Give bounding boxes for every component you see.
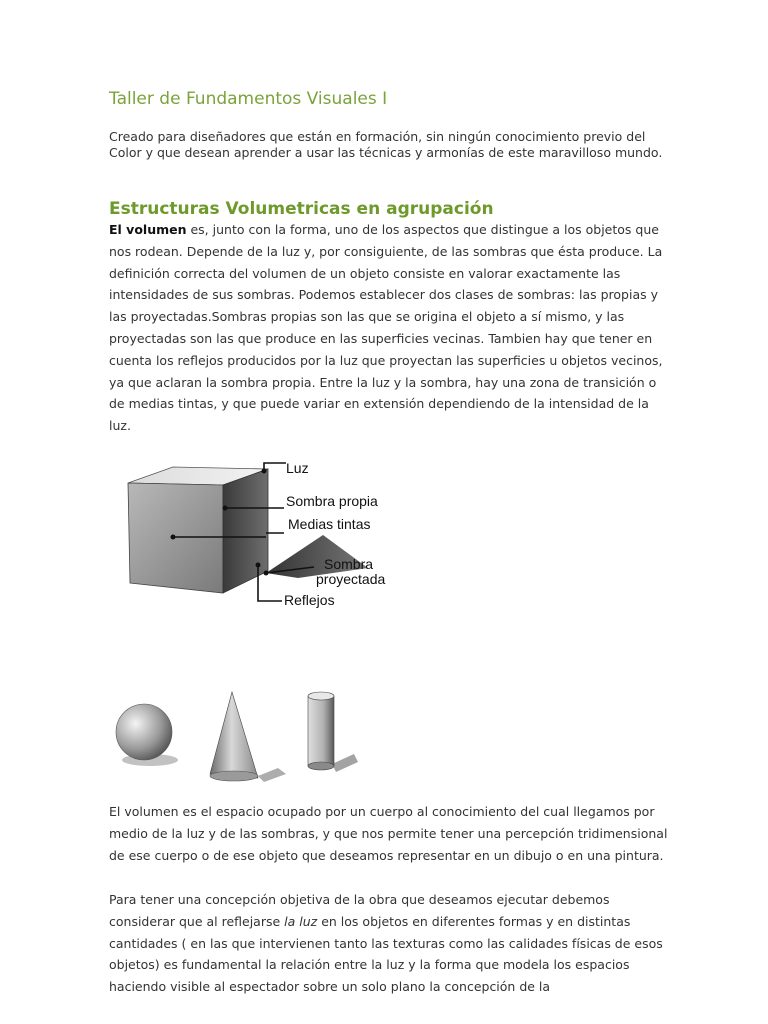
concept-text-b: en los objetos en diferentes formas y en distintas cantidades ( en las que intervienen tanto las texturas como las calidades físicas de esos objetos) es fundamental la relación entre la luz y la forma que modela los espacios haciendo visible al espectador sobre un solo plano la concepción de la	[109, 913, 663, 995]
intro-paragraph: Creado para diseñadores que están en formación, sin ningún conocimiento previo del Color y que desean aprender a usar las técnicas y armonías de este maravilloso mundo.	[109, 129, 663, 160]
page-title: Taller de Fundamentos Visuales I	[109, 89, 388, 109]
volume-term: El volumen	[109, 222, 187, 237]
concept-paragraph	[109, 889, 669, 998]
concept-text-a: Para tener una concepción objetiva de la obra que deseamos ejecutar debemos considerar que al reflejarse	[109, 892, 610, 929]
cone-shape	[210, 692, 258, 778]
volume-paragraph	[109, 219, 669, 437]
cone-shadow	[258, 768, 286, 782]
label-medias-tintas: Medias tintas	[288, 516, 371, 532]
volume-definition-paragraph: El volumen es el espacio ocupado por un cuerpo al conocimiento del cual llegamos por medio de la luz y de las sombras, y que nos permite tener una percepción tridimensional de ese cuerpo o de ese objeto que deseamos representar en un dibujo o en una pintura.	[109, 804, 668, 863]
label-reflejos: Reflejos	[284, 592, 335, 608]
shapes-illustration	[108, 688, 358, 788]
label-sombra-propia: Sombra propia	[286, 493, 378, 509]
volume-paragraph-text: es, junto con la forma, uno de los aspectos que distingue a los objetos que nos rodean. Depende de la luz y, por consiguiente, de las sombras que ésta produce. La definición correcta del volumen de un objeto consiste en valorar exactamente las intensidades de sus sombras. Podemos establecer dos clases de sombras: las propias y las proyectadas.Sombras propias son las que se origina el objeto a sí mismo, y las proyectadas son las que produce en las superficies vecinas. Tambien hay que tener en cuenta los reflejos producidos por la luz que proyectan las superficies u objetos vecinos, ya que aclaran la sombra propia. Entre la luz y la sombra, hay una zona de transición o de medias tintas, y que puede variar en extensión dependiendo de la intensidad de la luz.	[109, 222, 663, 434]
cylinder-bottom	[308, 762, 334, 770]
cone-base	[210, 771, 258, 781]
cube-side-face	[223, 469, 268, 593]
cylinder-shadow	[332, 754, 358, 772]
cylinder-top	[308, 692, 334, 700]
concept-italic: la luz	[284, 913, 318, 929]
label-luz: Luz	[286, 460, 309, 476]
cylinder-body	[308, 696, 334, 766]
label-proyectada: proyectada	[316, 571, 386, 587]
cube-front-face	[128, 483, 223, 593]
section-title: Estructuras Volumetricas en agrupación	[109, 199, 494, 219]
sphere-shape	[116, 704, 172, 760]
label-sombra: Sombra	[324, 556, 374, 572]
cube-diagram	[118, 453, 408, 613]
